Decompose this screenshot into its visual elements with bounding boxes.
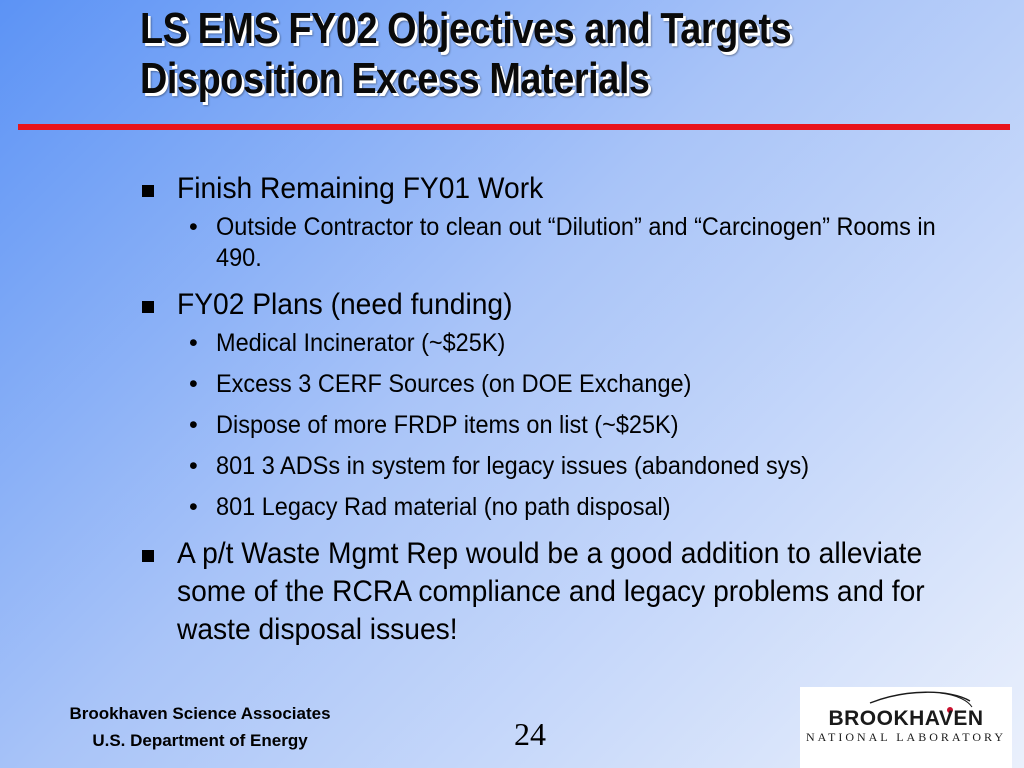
page-number: 24 [514, 716, 546, 752]
bullet-text: A p/t Waste Mgmt Rep would be a good addition to alleviate some of the RCRA compliance and legacy problems and for waste disposal issues! [177, 537, 925, 646]
sub-bullet-item [177, 451, 970, 482]
sub-bullet-item [177, 410, 970, 441]
dot-bullet-icon: • [189, 213, 198, 241]
dot-bullet-icon: • [189, 452, 198, 480]
title-line-1: LS EMS FY02 Objectives and Targets [140, 4, 792, 53]
square-bullet-icon [142, 550, 154, 562]
dot-bullet-icon: • [189, 329, 198, 357]
bullet-list [140, 170, 970, 649]
title-divider [18, 124, 1010, 130]
sub-bullet-item [177, 328, 970, 359]
sub-bullet-list [177, 328, 970, 523]
sub-bullet-text: 801 3 ADSs in system for legacy issues (abandoned sys) [216, 452, 810, 480]
logo-subtitle: NATIONAL LABORATORY [805, 730, 1006, 744]
dot-bullet-icon: • [189, 493, 198, 521]
sub-bullet-text: Outside Contractor to clean out “Dilution” and “Carcinogen” Rooms in 490. [216, 213, 936, 272]
square-bullet-icon [142, 185, 154, 197]
dot-bullet-icon: • [189, 370, 198, 398]
footer-org-line-2: U.S. Department of Energy [92, 731, 308, 750]
bullet-item-2 [140, 286, 970, 523]
footer-org-line-1: Brookhaven Science Associates [69, 704, 331, 723]
sub-bullet-item [177, 212, 970, 274]
sub-bullet-text: 801 Legacy Rad material (no path disposal) [216, 493, 671, 521]
dot-bullet-icon: • [189, 411, 198, 439]
sub-bullet-item [177, 369, 970, 400]
slide-title [140, 4, 888, 104]
brookhaven-logo [800, 687, 1012, 768]
bullet-item-3 [140, 535, 970, 649]
bullet-text: FY02 Plans (need funding) [177, 288, 513, 321]
square-bullet-icon [142, 301, 154, 313]
bullet-item-1 [140, 170, 970, 274]
sub-bullet-item [177, 492, 970, 523]
sub-bullet-text: Medical Incinerator (~$25K) [216, 329, 506, 357]
title-line-2: Disposition Excess Materials [140, 54, 650, 103]
sub-bullet-text: Dispose of more FRDP items on list (~$25K) [216, 411, 679, 439]
footer-organization [50, 700, 350, 754]
logo-wordmark: BROOKHAVEN [828, 707, 984, 730]
sub-bullet-text: Excess 3 CERF Sources (on DOE Exchange) [216, 370, 692, 398]
sub-bullet-list [177, 212, 970, 274]
bullet-text: Finish Remaining FY01 Work [177, 172, 544, 205]
